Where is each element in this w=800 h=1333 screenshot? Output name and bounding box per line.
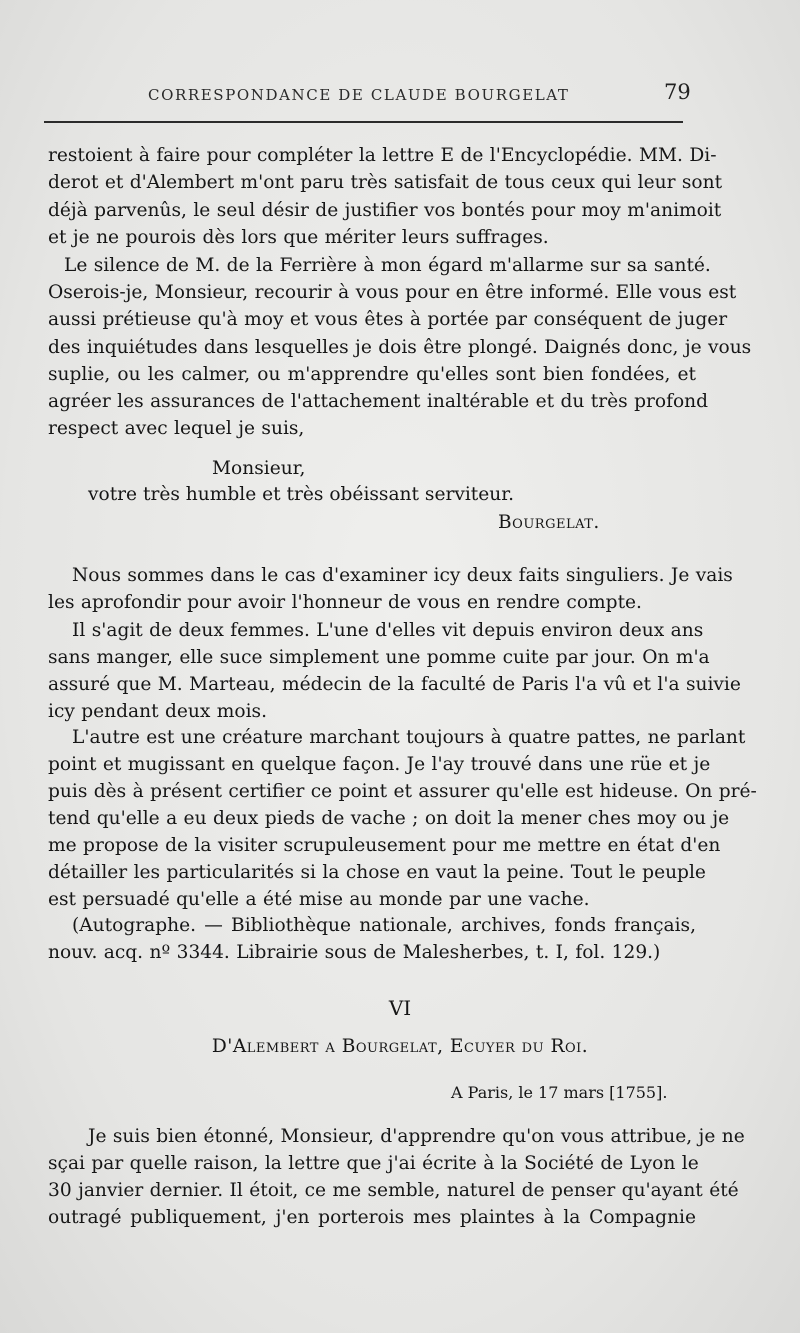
text-line: Oserois-je, Monsieur, recourir à vous pour en être informé. Elle vous est [48,282,737,303]
source-note: (Autographe. — Bibliothèque nationale, archives, fonds français, [72,915,696,936]
source-note: nouv. acq. nº 3344. Librairie sous de Malesherbes, t. I, fol. 129.) [48,942,661,963]
text-line: respect avec lequel je suis, [48,418,305,439]
text-line: 30 janvier dernier. Il étoit, ce me semble, naturel de penser qu'ayant été [48,1180,739,1201]
letter-date: A Paris, le 17 mars [1755]. [451,1083,668,1102]
text-line: Je suis bien étonné, Monsieur, d'apprendre qu'on vous attribue, je ne [88,1126,745,1147]
text-line: restoient à faire pour compléter la lettre E de l'Encyclopédie. MM. Di- [48,145,717,166]
salutation: Monsieur, [212,458,306,479]
text-line: aussi prétieuse qu'à moy et vous êtes à portée par conséquent de juger [48,309,728,330]
section-numeral: VI [388,996,412,1020]
text-line: détailler les particularités si la chose en vaut la peine. Tout le peuple [48,862,706,883]
section-heading: D'Alembert a Bourgelat, Ecuyer du Roi. [211,1036,589,1057]
text-line: outragé publiquement, j'en porterois mes plaintes à la Compagnie [48,1207,696,1228]
running-title: CORRESPONDANCE DE CLAUDE BOURGELAT [148,86,570,104]
text-line: des inquiétudes dans lesquelles je dois être plongé. Daignés donc, je vous [48,337,752,358]
text-line: Le silence de M. de la Ferrière à mon égard m'allarme sur sa santé. [64,255,711,276]
text-line: est persuadé qu'elle a été mise au monde par une vache. [48,889,590,910]
text-line: déjà parvenûs, le seul désir de justifier vos bontés pour moy m'animoit [48,200,722,221]
text-line: sans manger, elle suce simplement une pomme cuite par jour. On m'a [48,647,710,668]
text-line: derot et d'Alembert m'ont paru très satisfait de tous ceux qui leur sont [48,172,723,193]
closing-formula: votre très humble et très obéissant serviteur. [88,484,515,505]
text-line: agréer les assurances de l'attachement inaltérable et du très profond [48,391,709,412]
header-rule [44,121,683,123]
text-line: icy pendant deux mois. [48,701,268,722]
text-line: et je ne pourois dès lors que mériter leurs suffrages. [48,227,549,248]
text-line: me propose de la visiter scrupuleusement pour me mettre en état d'en [48,835,721,856]
text-line: tend qu'elle a eu deux pieds de vache ; on doit la mener ches moy ou je [48,808,730,829]
text-line: puis dès à présent certifier ce point et assurer qu'elle est hideuse. On pré- [48,781,757,802]
signature: Bourgelat. [498,512,600,533]
text-line: suplie, ou les calmer, ou m'apprendre qu'elles sont bien fondées, et [48,364,696,385]
text-line: les aprofondir pour avoir l'honneur de vous en rendre compte. [48,592,642,613]
text-line: Nous sommes dans le cas d'examiner icy deux faits singuliers. Je vais [72,565,733,586]
text-line: Il s'agit de deux femmes. L'une d'elles vit depuis environ deux ans [72,620,704,641]
text-line: L'autre est une créature marchant toujours à quatre pattes, ne parlant [72,727,746,748]
text-line: sçai par quelle raison, la lettre que j'ai écrite à la Société de Lyon le [48,1153,699,1174]
page-number: 79 [664,80,691,104]
text-line: assuré que M. Marteau, médecin de la faculté de Paris l'a vû et l'a suivie [48,674,741,695]
text-line: point et mugissant en quelque façon. Je l'ay trouvé dans une rüe et je [48,754,711,775]
